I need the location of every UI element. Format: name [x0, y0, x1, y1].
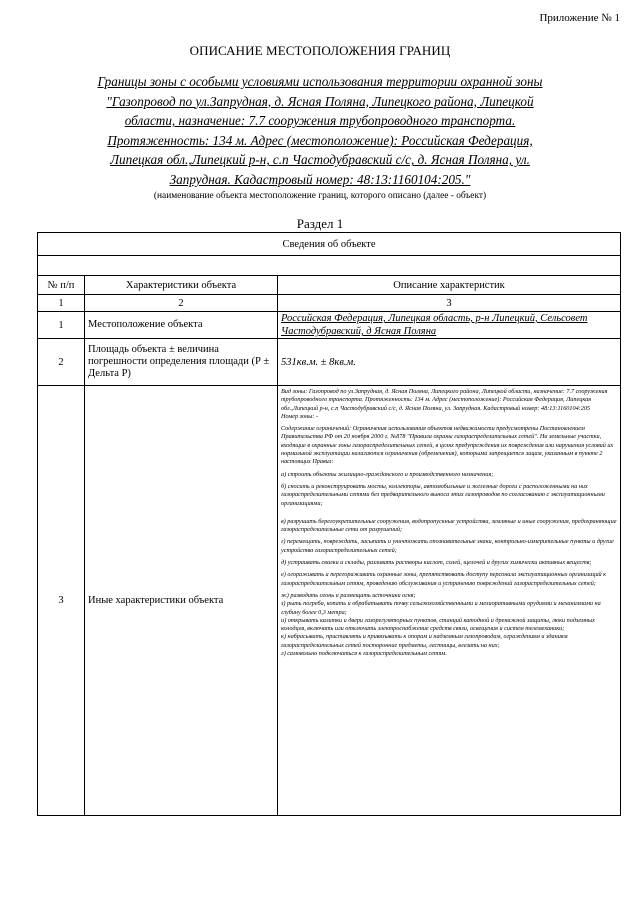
detail-paragraph: л) самовольно подключаться к газораспределительным сетям. — [281, 650, 447, 658]
row-number: 2 — [38, 339, 85, 386]
detail-paragraph: в) разрушать берегоукрепительные сооружения, водопропускные устройства, земляные и иные сооружения, предохраняющие газораспределительные сети от разрушений; — [281, 517, 617, 534]
object-name-line: области, назначение: 7.7 сооружения трубопроводного транспорта. — [124, 113, 516, 129]
detail-paragraph: д) устраивать свалки и склады, разливать растворы кислот, солей, щелочей и других химически активных веществ; — [281, 559, 592, 567]
column-header-num: № п/п — [38, 276, 85, 295]
table-header: Сведения об объекте — [38, 233, 621, 256]
row-value-area: 531кв.м. ± 8кв.м. — [278, 339, 621, 386]
column-number: 3 — [278, 295, 621, 312]
object-name-line: Границы зоны с особыми условиями использования территории охранной зоны — [97, 74, 543, 89]
object-caption: (наименование объекта местоположение границ, которого описано (далее - объект) — [153, 191, 487, 201]
column-header-characteristics: Характеристики объекта — [85, 276, 278, 295]
table-header-row — [38, 233, 621, 256]
row-number: 1 — [38, 312, 85, 339]
detail-paragraph: ж) разводить огонь и размещать источники огня; — [281, 591, 416, 599]
object-name-line: Запрудная. Кадастровый номер: 48:13:1160104:205." — [169, 171, 471, 187]
row-number: 3 — [38, 386, 85, 816]
detail-paragraph: е) огораживать и перегораживать охранные зоны, препятствовать доступу персонала эксплуатационных организаций к газораспределительным сетям, проведению обслуживания и устранению повреждений газораспределительных сетей; — [281, 571, 607, 587]
detail-paragraph: Вид зоны: Газопровод по ул.Запрудная, д. Ясная Поляна, Липецкого района, Липецкой области, назначение: 7.7 сооружения трубопроводного транспорта. Протяженность: 134 м. Адрес (местоположение): Российская Федерация, Липецкая обл.,Липецкий р-н, с.п Частодубравский с/с, д. Ясная Поляна, ул. Запрудная. Кадастровый номер: 48:13:1160104:205 — [281, 388, 608, 412]
object-info-table — [37, 232, 621, 816]
detail-paragraph: а) строить объекты жилищно-гражданского и производственного назначения; — [281, 470, 494, 478]
column-number: 2 — [85, 295, 278, 312]
detail-paragraph: Содержание ограничений: Ограничения использования объектов недвижимости предусмотрены Постановлением Правительства РФ от 20 ноября 2000 г. №878 "Правила охраны газораспределительных сетей". На земельные участки, входящие в охранные зоны газораспределительных сетей, в целях предупреждения их повреждения или нарушения условий их нормальной эксплуатации налагаются ограничения (обременения), которыми запрещается лицам, указанным в пункте 2 настоящих Правил: — [281, 425, 614, 466]
column-header-row — [38, 276, 621, 295]
row-value-details — [278, 386, 621, 816]
object-name-line: Липецкая обл.,Липецкий р-н, с.п Частодубравский с/с, д. Ясная Поляна, ул. — [110, 152, 530, 168]
table-blank-cell — [38, 256, 621, 276]
table-row — [38, 386, 621, 816]
detail-paragraph: и) открывать калитки и двери газорегуляторных пунктов, станций катодной и дренажной защиты, люки подземных колодцев, включать или отключать электроснабжение средств связи, освещения и систем телемеханики; — [281, 616, 595, 633]
column-number: 1 — [38, 295, 85, 312]
object-name — [52, 72, 588, 190]
table-blank-row — [38, 256, 621, 276]
detail-paragraph: Номер зоны: - — [281, 412, 319, 420]
document-title: ОПИСАНИЕ МЕСТОПОЛОЖЕНИЯ ГРАНИЦ — [189, 43, 451, 58]
appendix-label: Приложение № 1 — [539, 12, 620, 24]
table-row — [38, 339, 621, 386]
row-value-location: Российская Федерация, Липецкая область, р-н Липецкий, Сельсовет Частодубравский, д Ясная Поляна — [278, 312, 621, 339]
detail-paragraph: к) набрасывать, приставлять и привязывать к опорам и надземным газопроводам, ограждениям и зданиям газораспределительных сетей посторонние предметы, лестницы, влезать на них; — [281, 633, 568, 649]
section-title: Раздел 1 — [296, 216, 344, 231]
column-number-row — [38, 295, 621, 312]
object-name-line: "Газопровод по ул.Запрудная, д. Ясная Поляна, Липецкого района, Липецкой — [106, 93, 534, 109]
object-name-line: Протяженность: 134 м. Адрес (местоположение): Российская Федерация, — [107, 132, 533, 148]
table-row — [38, 312, 621, 339]
row-label: Местоположение объекта — [85, 312, 278, 339]
detail-paragraph: б) сносить и реконструировать мосты, коллекторы, автомобильные и железные дороги с расположенными на них газораспределительными сетями без предварительного выноса этих газопроводов по согласованию с эксплуатационными организациями; — [281, 482, 605, 507]
row-label: Иные характеристики объекта — [85, 386, 278, 816]
detail-paragraph: з) рыть погреба, копать и обрабатывать почву сельскохозяйственными и мелиоративными орудиями и механизмами на глубину более 0,3 метра; — [281, 600, 601, 616]
column-header-description: Описание характеристик — [278, 276, 621, 295]
row-label: Площадь объекта ± величина погрешности определения площади (Р ± Дельта Р) — [85, 339, 278, 386]
detail-paragraph: г) перемещать, повреждать, засыпать и уничтожать опознавательные знаки, контрольно-измерительные пункты и другие устройства газораспределительных сетей; — [281, 538, 614, 554]
